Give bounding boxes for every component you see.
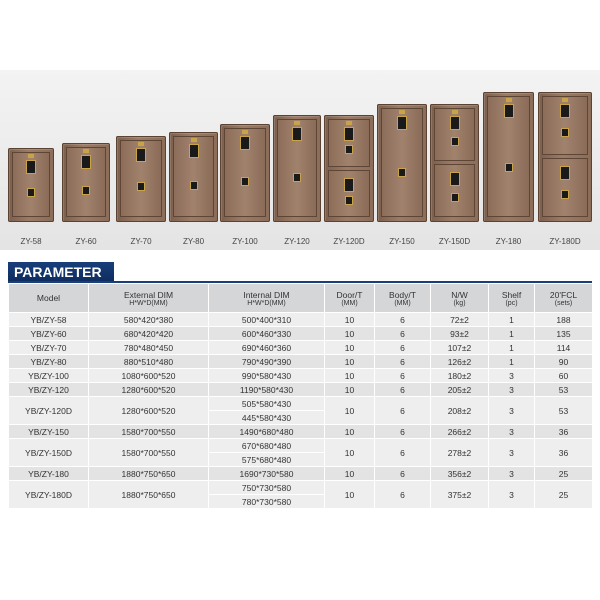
safe-image: [273, 115, 321, 222]
cell-body: 6: [375, 467, 431, 481]
safe-model-label: ZY-100: [232, 237, 258, 246]
keypad-display-icon: [189, 144, 199, 158]
cell-body: 6: [375, 383, 431, 397]
cell-body: 6: [375, 369, 431, 383]
cell-door: 10: [325, 327, 375, 341]
cell-external-dim: 1280*600*520: [89, 397, 209, 425]
header-fcl: 20'FCL (sets): [535, 284, 593, 313]
cell-net-weight: 208±2: [431, 397, 489, 425]
keypad-display-icon: [560, 166, 570, 180]
keypad-display-icon: [560, 104, 570, 118]
cell-body: 6: [375, 481, 431, 509]
keypad-display-icon: [26, 160, 36, 174]
table-row: [9, 341, 593, 355]
safe-image: [169, 132, 218, 222]
cell-internal-dim: 790*490*390: [209, 355, 325, 369]
header-model: Model: [9, 284, 89, 313]
cell-external-dim: 780*480*450: [89, 341, 209, 355]
keypad-display-icon: [450, 172, 460, 186]
safe-image: [324, 115, 374, 222]
cell-internal-dim: 690*460*360: [209, 341, 325, 355]
keypad-display-icon: [397, 116, 407, 130]
handle-icon: [28, 154, 34, 158]
cell-body: 6: [375, 341, 431, 355]
cell-net-weight: 72±2: [431, 313, 489, 327]
cell-fcl: 53: [535, 383, 593, 397]
cell-body: 6: [375, 355, 431, 369]
keyhole-icon: [190, 181, 198, 190]
keypad-display-icon: [504, 104, 514, 118]
cell-external-dim: 580*420*380: [89, 313, 209, 327]
cell-shelf: 3: [489, 383, 535, 397]
handle-icon: [242, 130, 248, 134]
cell-net-weight: 278±2: [431, 439, 489, 467]
keyhole-icon: [345, 196, 353, 205]
safe-model-label: ZY-180D: [549, 237, 581, 246]
cell-internal-dim: 500*400*310: [209, 313, 325, 327]
keyhole-icon: [137, 182, 145, 191]
table-row: [9, 383, 593, 397]
handle-icon: [138, 142, 144, 146]
cell-shelf: 3: [489, 425, 535, 439]
cell-net-weight: 205±2: [431, 383, 489, 397]
cell-internal-dim: 1690*730*580: [209, 467, 325, 481]
cell-model: YB/ZY-70: [9, 341, 89, 355]
cell-door: 10: [325, 439, 375, 467]
table-row: [9, 327, 593, 341]
header-body-thickness: Body/T (MM): [375, 284, 431, 313]
cell-shelf: 3: [489, 397, 535, 425]
keypad-display-icon: [136, 148, 146, 162]
cell-body: 6: [375, 313, 431, 327]
keypad-display-icon: [344, 127, 354, 141]
keyhole-icon: [561, 128, 569, 137]
safe-model-label: ZY-150D: [438, 237, 471, 246]
cell-door: 10: [325, 369, 375, 383]
keypad-display-icon: [240, 136, 250, 150]
cell-fcl: 36: [535, 439, 593, 467]
cell-external-dim: 1080*600*520: [89, 369, 209, 383]
cell-fcl: 90: [535, 355, 593, 369]
cell-net-weight: 126±2: [431, 355, 489, 369]
cell-body: 6: [375, 327, 431, 341]
cell-door: 10: [325, 481, 375, 509]
handle-icon: [562, 98, 568, 102]
safe-image: [220, 124, 270, 222]
cell-model: YB/ZY-180: [9, 467, 89, 481]
cell-fcl: 36: [535, 425, 593, 439]
table-row: [9, 397, 593, 411]
handle-icon: [191, 138, 197, 142]
table-header-row: [9, 284, 593, 313]
cell-door: 10: [325, 467, 375, 481]
cell-fcl: 53: [535, 397, 593, 425]
safe-model-label: ZY-120D: [333, 237, 365, 246]
safe-model-label: ZY-180: [495, 237, 522, 246]
keyhole-icon: [505, 163, 513, 172]
cell-shelf: 1: [489, 355, 535, 369]
safe-image: [8, 148, 54, 222]
keyhole-icon: [241, 177, 249, 186]
cell-internal-dim: 1490*680*480: [209, 425, 325, 439]
cell-door: 10: [325, 383, 375, 397]
safe-image: [430, 104, 479, 222]
cell-body: 6: [375, 425, 431, 439]
handle-icon: [399, 110, 405, 114]
table-row: [9, 355, 593, 369]
cell-model: YB/ZY-180D: [9, 481, 89, 509]
keypad-display-icon: [292, 127, 302, 141]
cell-model: YB/ZY-58: [9, 313, 89, 327]
cell-shelf: 3: [489, 481, 535, 509]
cell-internal-dim: 600*460*330: [209, 327, 325, 341]
cell-model: YB/ZY-150: [9, 425, 89, 439]
safe-model-label: ZY-58: [20, 237, 42, 246]
safe-image: [62, 143, 110, 222]
cell-external-dim: 1280*600*520: [89, 383, 209, 397]
cell-internal-dim: 990*580*430: [209, 369, 325, 383]
cell-shelf: 1: [489, 313, 535, 327]
cell-body: 6: [375, 397, 431, 425]
cell-door: 10: [325, 355, 375, 369]
keyhole-icon: [27, 188, 35, 197]
cell-model: YB/ZY-150D: [9, 439, 89, 467]
safe-image: [483, 92, 534, 222]
cell-internal-dim: 780*730*580: [209, 495, 325, 509]
cell-net-weight: 180±2: [431, 369, 489, 383]
keyhole-icon: [451, 193, 459, 202]
keyhole-icon: [293, 173, 301, 182]
cell-internal-dim: 1190*580*430: [209, 383, 325, 397]
cell-fcl: 25: [535, 481, 593, 509]
cell-model: YB/ZY-120: [9, 383, 89, 397]
cell-door: 10: [325, 425, 375, 439]
safe-image: [538, 92, 592, 222]
safe-image: [116, 136, 166, 222]
table-row: [9, 467, 593, 481]
cell-shelf: 3: [489, 467, 535, 481]
cell-net-weight: 107±2: [431, 341, 489, 355]
keyhole-icon: [345, 145, 353, 154]
keyhole-icon: [451, 137, 459, 146]
safe-model-label: ZY-120: [284, 237, 310, 246]
cell-shelf: 3: [489, 439, 535, 467]
cell-net-weight: 375±2: [431, 481, 489, 509]
cell-external-dim: 680*420*420: [89, 327, 209, 341]
cell-shelf: 1: [489, 341, 535, 355]
header-door-thickness: Door/T (MM): [325, 284, 375, 313]
handle-icon: [294, 121, 300, 125]
cell-fcl: 25: [535, 467, 593, 481]
header-net-weight: N/W (kg): [431, 284, 489, 313]
cell-fcl: 60: [535, 369, 593, 383]
keypad-display-icon: [344, 178, 354, 192]
table-row: [9, 313, 593, 327]
safe-model-label: ZY-60: [75, 237, 97, 246]
table-row: [9, 439, 593, 453]
cell-fcl: 135: [535, 327, 593, 341]
cell-net-weight: 266±2: [431, 425, 489, 439]
cell-shelf: 1: [489, 327, 535, 341]
cell-internal-dim: 750*730*580: [209, 481, 325, 495]
cell-shelf: 3: [489, 369, 535, 383]
cell-external-dim: 880*510*480: [89, 355, 209, 369]
cell-external-dim: 1880*750*650: [89, 481, 209, 509]
cell-external-dim: 1880*750*650: [89, 467, 209, 481]
cell-internal-dim: 445*580*430: [209, 411, 325, 425]
table-row: [9, 481, 593, 495]
keyhole-icon: [398, 168, 406, 177]
safe-model-label: ZY-70: [130, 237, 152, 246]
cell-fcl: 114: [535, 341, 593, 355]
cell-external-dim: 1580*700*550: [89, 425, 209, 439]
handle-icon: [346, 121, 352, 125]
parameter-table: [8, 283, 593, 509]
handle-icon: [506, 98, 512, 102]
cell-door: 10: [325, 341, 375, 355]
cell-model: YB/ZY-80: [9, 355, 89, 369]
cell-door: 10: [325, 313, 375, 327]
header-internal-dim: Internal DIM H*W*D(MM): [209, 284, 325, 313]
cell-door: 10: [325, 397, 375, 425]
cell-model: YB/ZY-120D: [9, 397, 89, 425]
safe-model-label: ZY-150: [389, 237, 415, 246]
cell-body: 6: [375, 439, 431, 467]
handle-icon: [452, 110, 458, 114]
cell-fcl: 188: [535, 313, 593, 327]
cell-net-weight: 356±2: [431, 467, 489, 481]
table-row: [9, 425, 593, 439]
safe-model-label: ZY-80: [182, 237, 205, 246]
parameter-title: PARAMETER: [8, 262, 114, 282]
keyhole-icon: [82, 186, 90, 195]
header-external-dim: External DIM H*W*D(MM): [89, 284, 209, 313]
keypad-display-icon: [81, 155, 91, 169]
handle-icon: [83, 149, 89, 153]
cell-internal-dim: 505*580*430: [209, 397, 325, 411]
table-row: [9, 369, 593, 383]
cell-external-dim: 1580*700*550: [89, 439, 209, 467]
cell-internal-dim: 575*680*480: [209, 453, 325, 467]
cell-model: YB/ZY-60: [9, 327, 89, 341]
header-shelf: Shelf (pc): [489, 284, 535, 313]
safe-image: [377, 104, 427, 222]
cell-internal-dim: 670*680*480: [209, 439, 325, 453]
keyhole-icon: [561, 190, 569, 199]
cell-model: YB/ZY-100: [9, 369, 89, 383]
keypad-display-icon: [450, 116, 460, 130]
cell-net-weight: 93±2: [431, 327, 489, 341]
